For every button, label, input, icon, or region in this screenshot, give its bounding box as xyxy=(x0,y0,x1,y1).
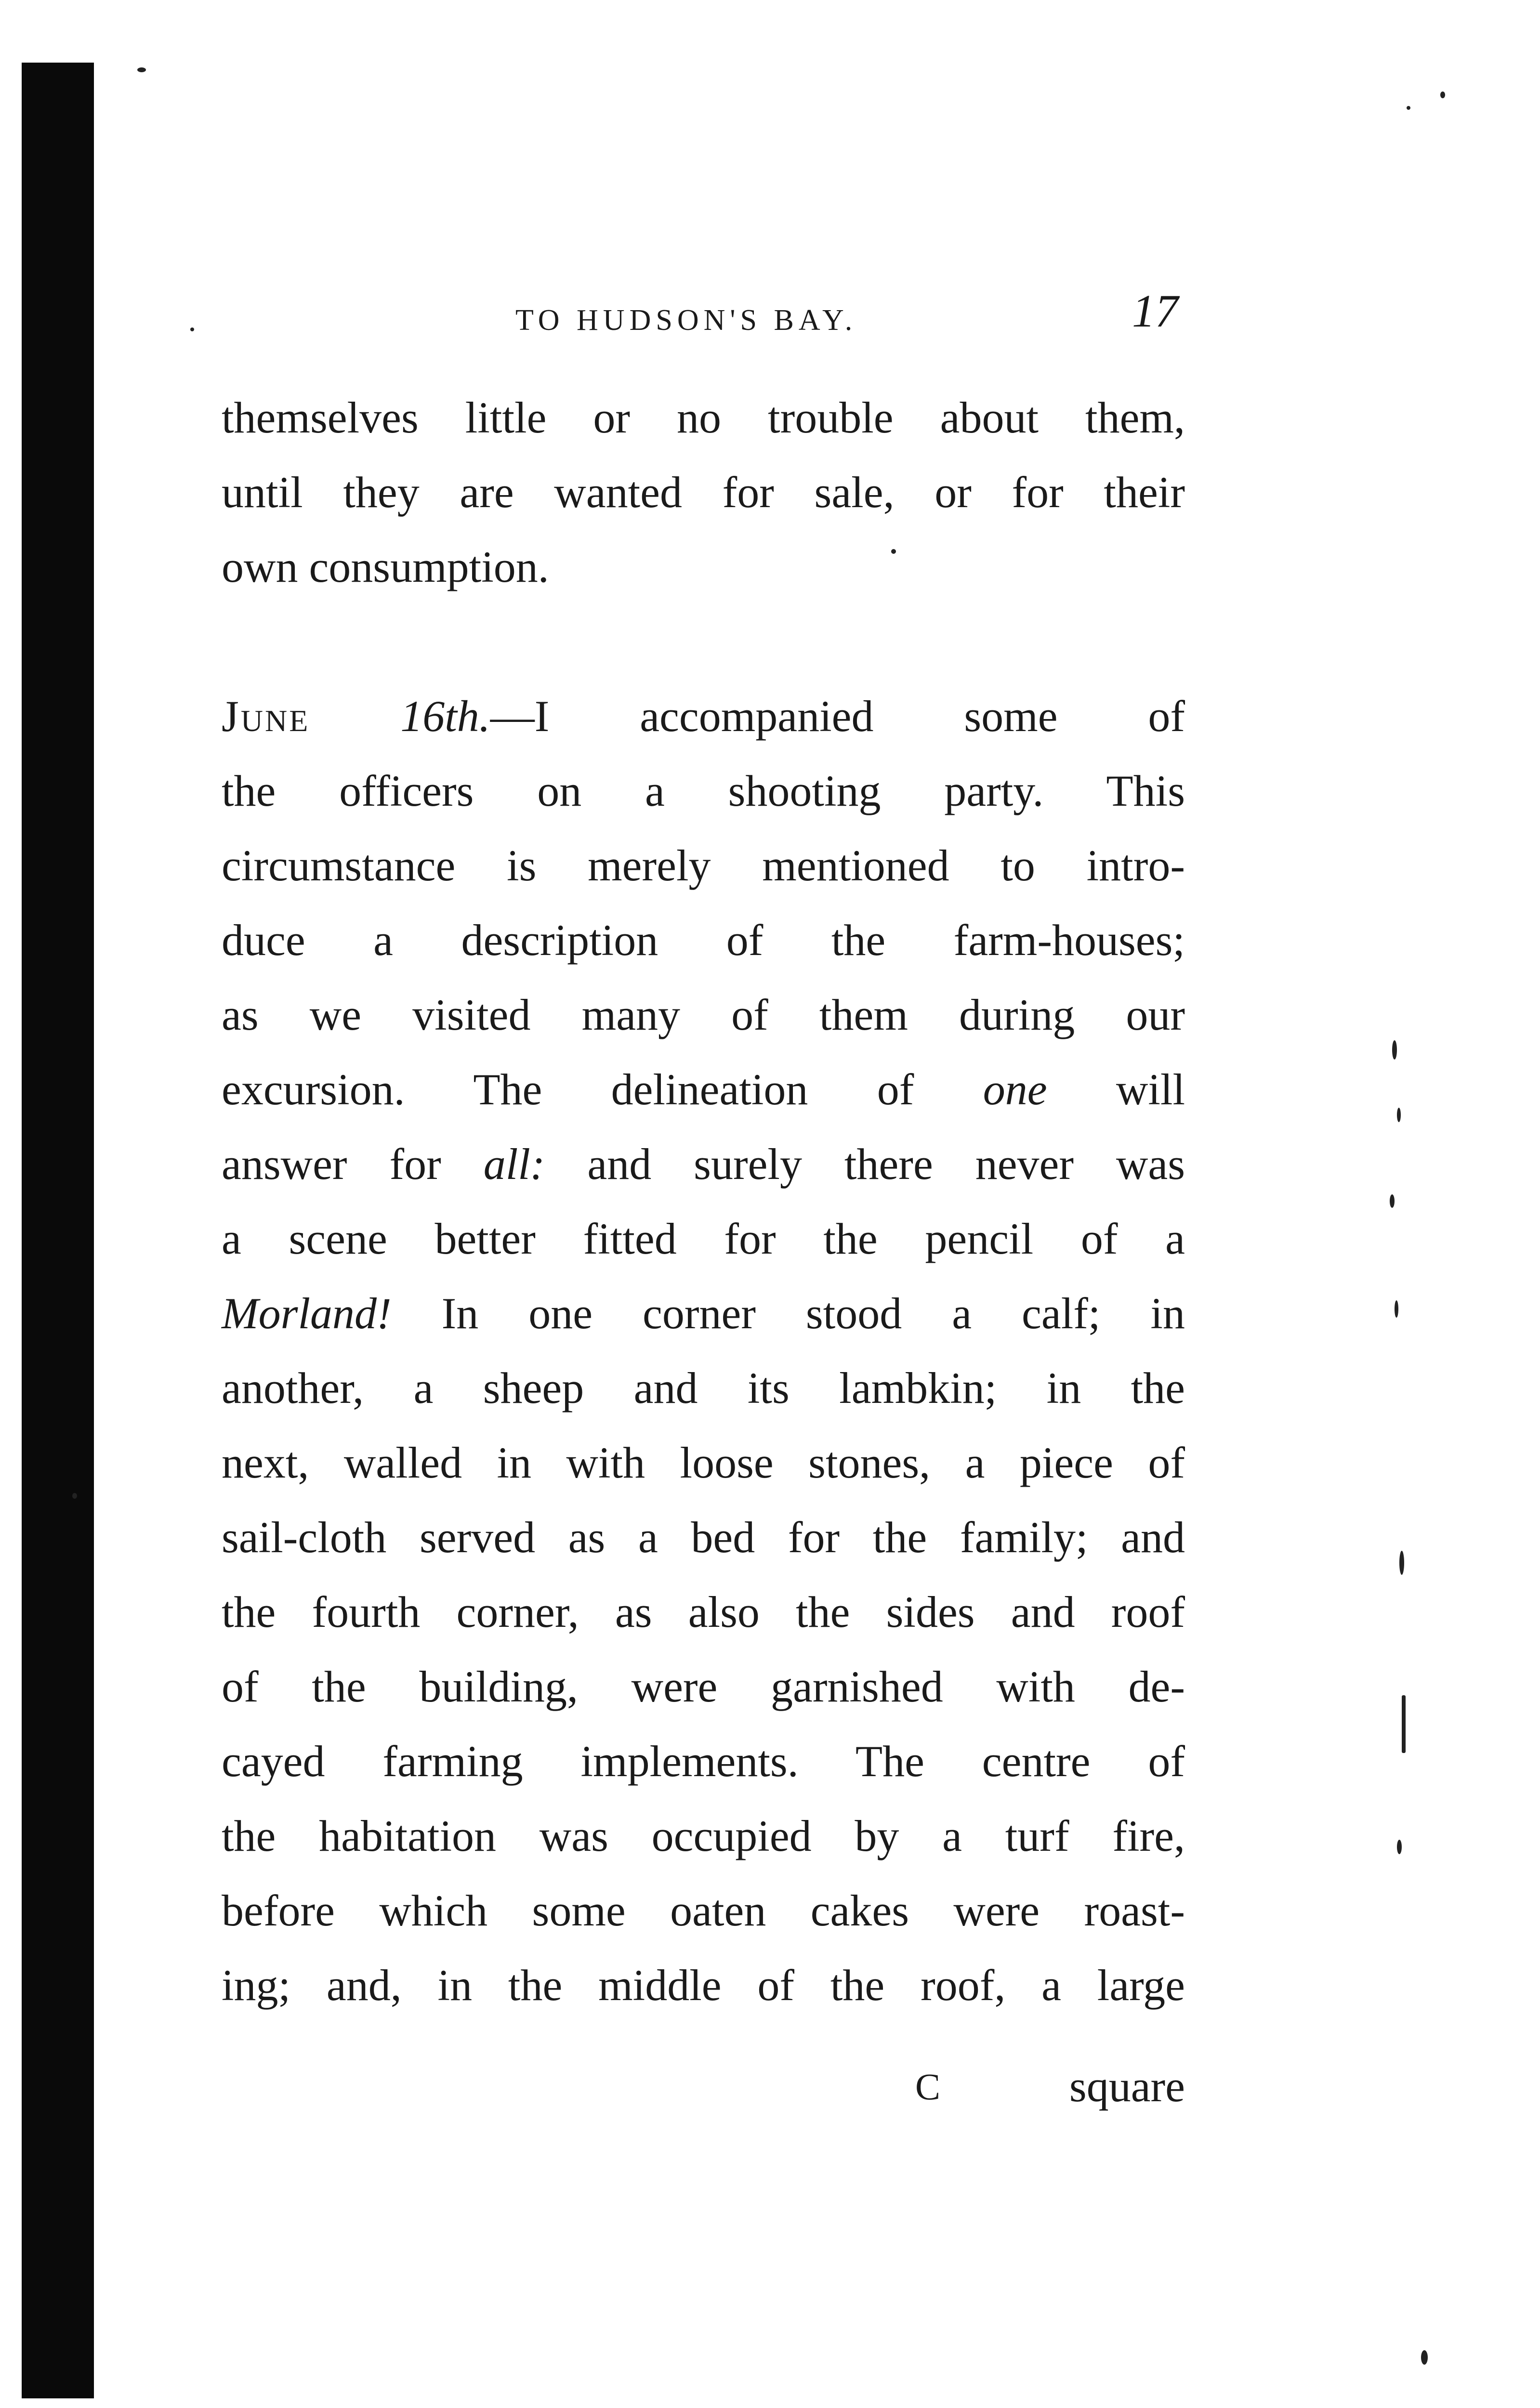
italic-word: all: xyxy=(483,1139,545,1189)
page-number: 17 xyxy=(1132,285,1178,337)
text-line: cayed farming implements. The centre of xyxy=(222,1737,1185,1786)
running-title: TO HUDSON'S BAY. xyxy=(515,304,857,337)
text-segment: and surely there never was xyxy=(587,1139,1185,1189)
text-line: of the building, were garnished with de- xyxy=(222,1662,1185,1711)
text-line: next, walled in with loose stones, a piece of xyxy=(222,1438,1185,1487)
text-line: themselves little or no trouble about them, xyxy=(222,393,1185,442)
signature-mark: C xyxy=(915,2066,941,2107)
running-head xyxy=(0,284,1540,342)
scan-speck xyxy=(1421,2350,1428,2365)
italic-word: Morland! xyxy=(222,1289,392,1338)
text-segment: answer for xyxy=(222,1139,441,1189)
entry-date-month: June xyxy=(222,692,310,741)
text-segment: In one corner stood a calf; in xyxy=(441,1289,1185,1338)
text-line: a scene better fitted for the pencil of a xyxy=(222,1214,1185,1263)
text-line xyxy=(222,1127,1185,1202)
text-line: circumstance is merely mentioned to intro- xyxy=(222,841,1185,890)
text-line: another, a sheep and its lambkin; in the xyxy=(222,1363,1185,1413)
text-line: duce a description of the farm-houses; xyxy=(222,916,1185,965)
text-line: sail-cloth served as a bed for the family; and xyxy=(222,1513,1185,1562)
text-line: as we visited many of them during our xyxy=(222,990,1185,1039)
paragraph-gap xyxy=(222,604,1185,679)
scan-speck xyxy=(1407,106,1410,110)
text-line: own consumption. xyxy=(222,542,549,591)
scan-speck xyxy=(1402,1695,1406,1753)
scan-speck xyxy=(1390,1194,1395,1208)
entry-first-line xyxy=(222,679,1185,754)
scan-edge-marks xyxy=(1387,1011,1426,1926)
text-line: ing; and, in the middle of the roof, a large xyxy=(222,1961,1185,2010)
scan-speck xyxy=(1392,1040,1397,1060)
scan-speck xyxy=(1395,1300,1398,1318)
scan-speck xyxy=(137,67,146,72)
text-line: until they are wanted for sale, or for their xyxy=(222,468,1185,517)
page-edge-shadow xyxy=(22,63,94,2398)
text-line: the fourth corner, as also the sides and roof xyxy=(222,1587,1185,1636)
text-line: the officers on a shooting party. This xyxy=(222,766,1185,815)
scan-speck xyxy=(1440,92,1445,98)
body-text xyxy=(222,380,1185,2023)
text-line: the habitation was occupied by a turf fire, xyxy=(222,1811,1185,1860)
catchword: square xyxy=(1069,2062,1185,2111)
scan-speck xyxy=(1397,1108,1401,1122)
text-segment: excursion. The delineation of xyxy=(222,1065,914,1114)
scan-speck xyxy=(1399,1551,1404,1575)
entry-date-day: 16th. xyxy=(400,692,490,741)
scan-speck xyxy=(72,1493,77,1499)
text-line: before which some oaten cakes were roast- xyxy=(222,1886,1185,1935)
italic-word: one xyxy=(983,1065,1047,1114)
scan-speck xyxy=(1397,1840,1402,1854)
text-line xyxy=(222,1276,1185,1351)
text-line xyxy=(222,1052,1185,1127)
text-segment: —I accompanied some of xyxy=(490,692,1185,741)
page-footer xyxy=(222,2049,1185,2124)
scan-speck xyxy=(891,549,896,554)
text-segment: will xyxy=(1116,1065,1185,1114)
scan-speck xyxy=(190,327,194,331)
